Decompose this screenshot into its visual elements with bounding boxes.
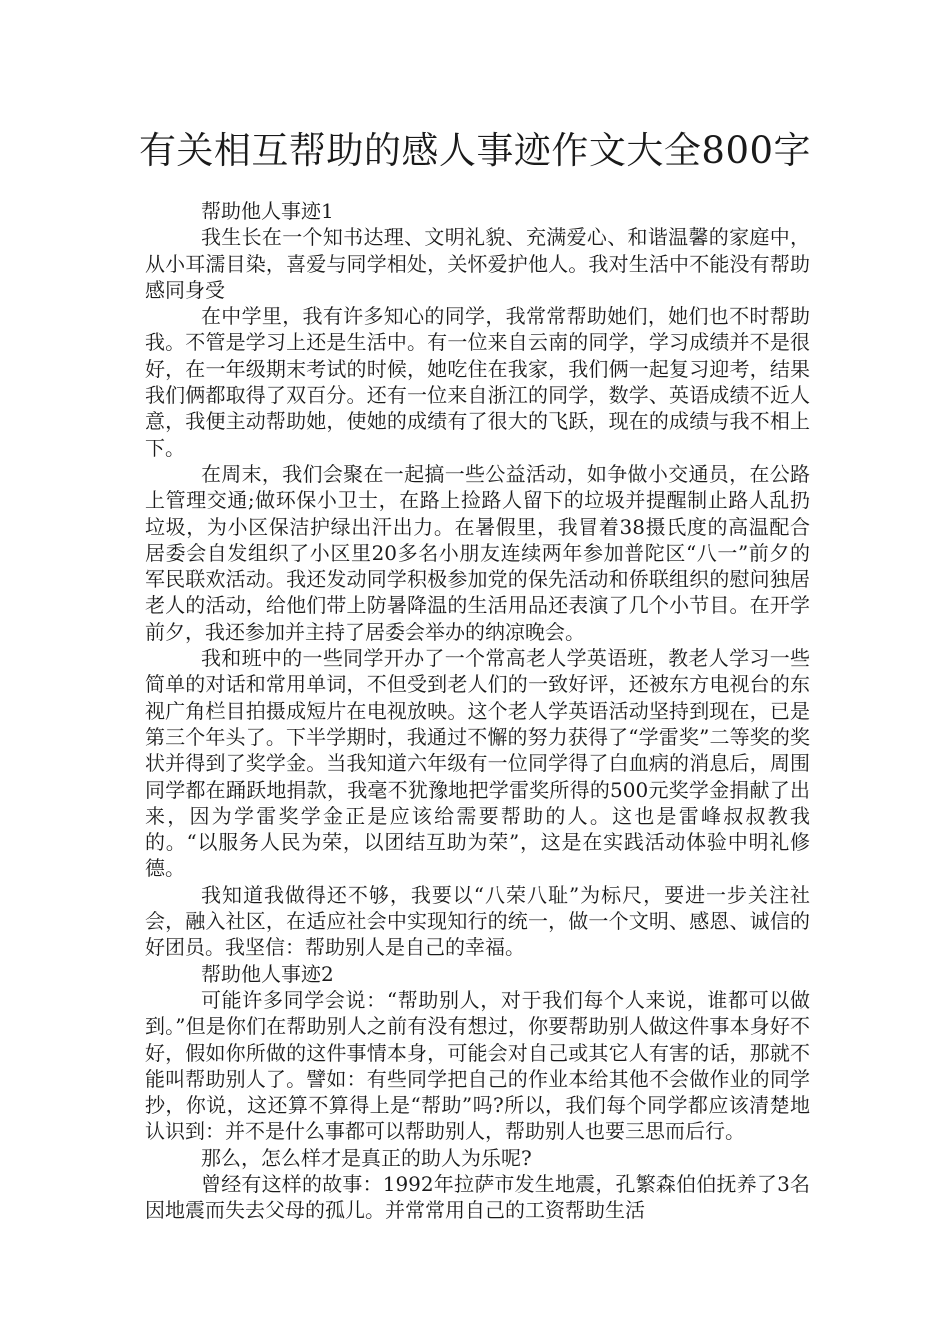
section-heading-1: 帮助他人事迹1 xyxy=(201,199,334,223)
section-heading-2: 帮助他人事迹2 xyxy=(201,961,334,986)
paragraph: 那么，怎么样才是真正的助人为乐呢? xyxy=(201,1145,532,1170)
paragraph: 可能许多同学会说：“帮助别人，对于我们每个人来说，谁都可以做到。”但是你们在帮助别人之前有没有想过，你要帮助别人做这件事本身好不好，假如你所做的这件事情本身，可能会对自己或其它人有害的话，那就不能叫帮助别人了。譬如：有些同学把自己的作业本给其他不会做作业的同学抄，你说，这还算不算得上是“帮助”吗?所以，我们每个同学都应该清楚地认识到：并不是什么事都可以帮助别人，帮助别人也要三思而后行。 xyxy=(145,987,810,1144)
paragraph: 在周末，我们会聚在一起搞一些公益活动，如争做小交通员，在公路上管理交通;做环保小卫士，在路上捡路人留下的垃圾并提醒制止路人乱扔垃圾，为小区保洁护绿出汗出力。在暑假里，我冒着38摄氏度的高温配合居委会自发组织了小区里20多名小朋友连续两年参加普陀区“八一”前夕的军民联欢活动。我还发动同学积极参加党的保先活动和侨联组织的慰问独居老人的活动，给他们带上防暑降温的生活用品还表演了几个小节目。在开学前夕，我还参加并主持了居委会举办的纳凉晚会。 xyxy=(145,461,810,644)
document-body xyxy=(145,198,810,1224)
paragraph: 在中学里，我有许多知心的同学，我常常帮助她们，她们也不时帮助我。不管是学习上还是生活中。有一位来自云南的同学，学习成绩并不是很好，在一年级期末考试的时候，她吃住在我家，我们俩一起复习迎考，结果我们俩都取得了双百分。还有一位来自浙江的同学，数学、英语成绩不近人意，我便主动帮助她，使她的成绩有了很大的飞跃，现在的成绩与我不相上下。 xyxy=(145,304,810,460)
paragraph: 我和班中的一些同学开办了一个常高老人学英语班，教老人学习一些简单的对话和常用单词，不但受到老人们的一致好评，还被东方电视台的东视广角栏目拍摄成短片在电视放映。这个老人学英语活动坚持到现在，已是第三个年头了。下半学期时，我通过不懈的努力获得了“学雷奖”二等奖的奖状并得到了奖学金。当我知道六年级有一位同学得了白血病的消息后，周围同学都在踊跃地捐款，我毫不犹豫地把学雷奖所得的500元奖学金捐献了出来，因为学雷奖学金正是应该给需要帮助的人。这也是雷峰叔叔教我的。“以服务人民为荣，以团结互助为荣”，这是在实践活动体验中明礼修德。 xyxy=(145,646,810,881)
paragraph: 曾经有这样的故事：1992年拉萨市发生地震，孔繁森伯伯抚养了3名因地震而失去父母的孤儿。并常常用自己的工资帮助生活 xyxy=(145,1171,810,1223)
paragraph: 我生长在一个知书达理、文明礼貌、充满爱心、和谐温馨的家庭中，从小耳濡目染，喜爱与同学相处，关怀爱护他人。我对生活中不能没有帮助感同身受 xyxy=(145,225,810,302)
paragraph: 我知道我做得还不够，我要以“八荣八耻”为标尺，要进一步关注社会，融入社区，在适应社会中实现知行的统一，做一个文明、感恩、诚信的好团员。我坚信：帮助别人是自己的幸福。 xyxy=(145,882,810,960)
document-title: 有关相互帮助的感人事迹作文大全800字 xyxy=(138,129,812,172)
